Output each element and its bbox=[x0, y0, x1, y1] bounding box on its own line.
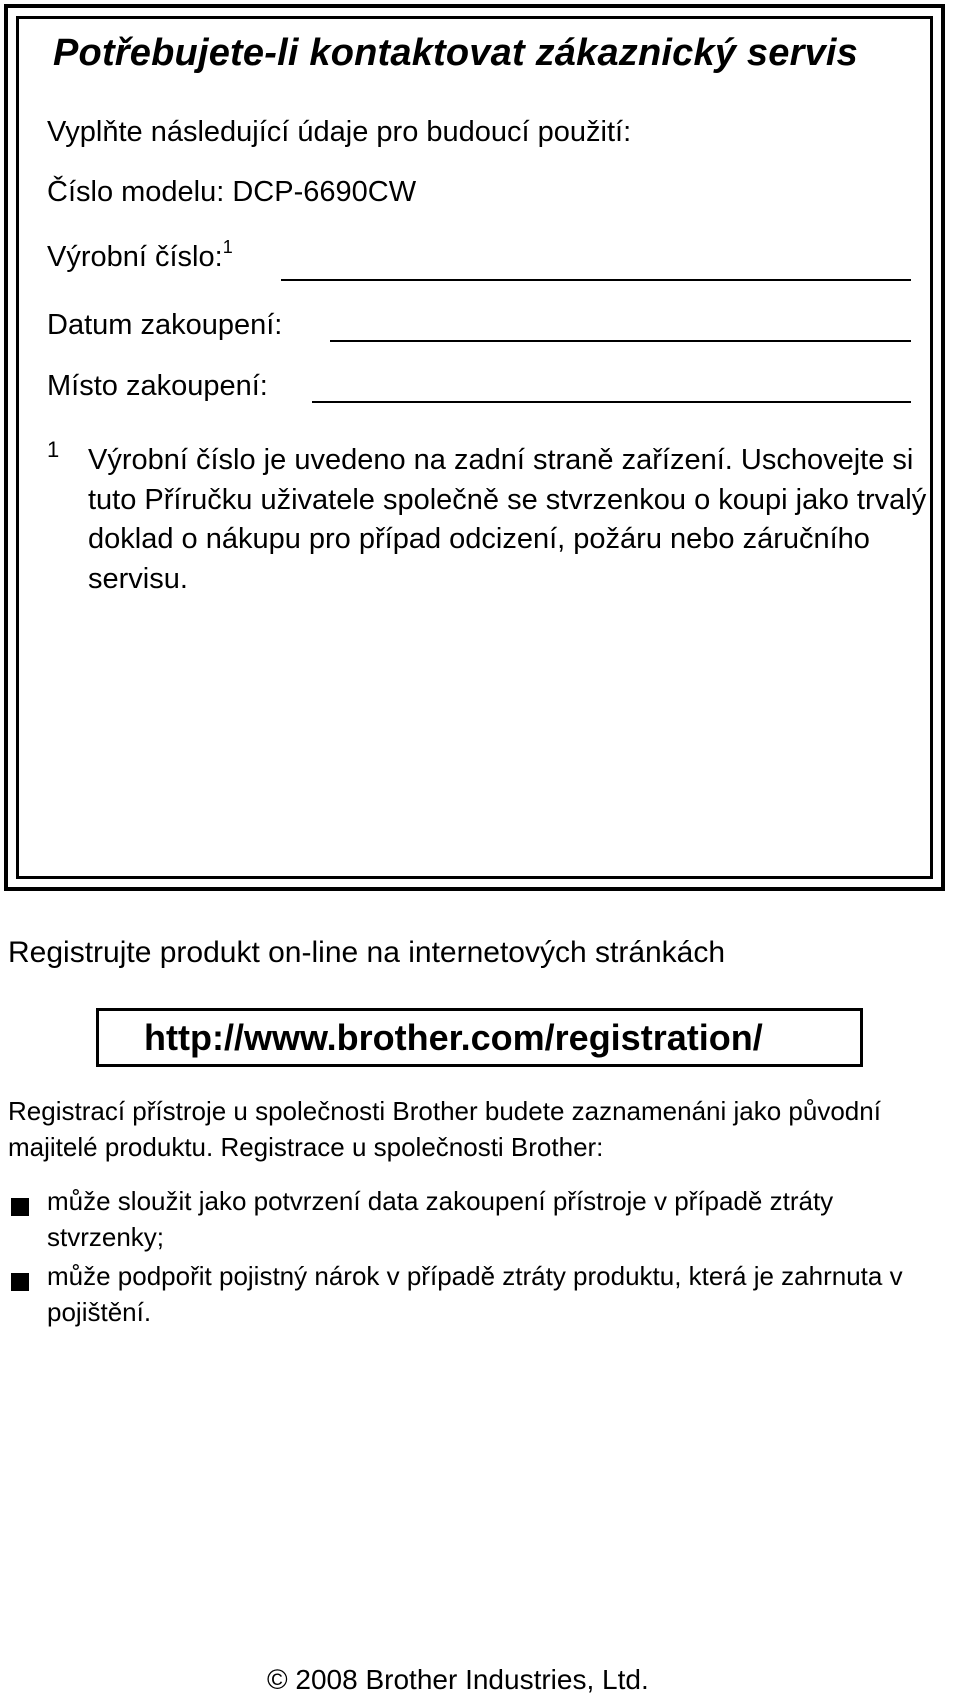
registration-intro: Registrací přístroje u společnosti Brother budete zaznamenáni jako původní majitelé produktu. Registrace u společnosti Brother: bbox=[8, 1096, 881, 1162]
purchase-place-label: Místo zakoupení: bbox=[47, 370, 268, 402]
model-number: Číslo modelu: DCP-6690CW bbox=[47, 176, 417, 208]
bullet-item-1: může sloužit jako potvrzení data zakoupení přístroje v případě ztráty stvrzenky; bbox=[47, 1186, 834, 1252]
copyright-notice: © 2008 Brother Industries, Ltd. bbox=[267, 1664, 649, 1695]
bullet-item-2: může podpořit pojistný nárok v případě ztráty produktu, která je zahrnuta v pojištění. bbox=[47, 1261, 903, 1327]
purchase-place-field[interactable] bbox=[312, 401, 911, 403]
registration-url-link[interactable]: http://www.brother.com/registration/ bbox=[144, 1017, 763, 1058]
purchase-date-field[interactable] bbox=[330, 340, 911, 342]
serial-footnote-marker: 1 bbox=[222, 237, 233, 257]
fill-prompt: Vyplňte následující údaje pro budoucí použití: bbox=[47, 116, 632, 148]
registration-url-box bbox=[96, 1008, 863, 1067]
serial-number-field[interactable] bbox=[281, 279, 911, 281]
footnote-number: 1 bbox=[47, 437, 60, 462]
bullet-square-icon bbox=[11, 1273, 29, 1291]
serial-number-row bbox=[47, 237, 233, 274]
page-title: Potřebujete-li kontaktovat zákaznický servis bbox=[53, 32, 859, 74]
footnote-text: Výrobní číslo je uvedeno na zadní straně zařízení. Uschovejte si tuto Příručku uživatele společně se stvrzenkou o koupi jako trvalý doklad o nákupu pro případ odcizení, požáru nebo záručního servisu. bbox=[88, 444, 927, 595]
registration-heading: Registrujte produkt on-line na internetových stránkách bbox=[8, 936, 726, 969]
bullet-square-icon bbox=[11, 1198, 29, 1216]
purchase-date-label: Datum zakoupení: bbox=[47, 309, 283, 341]
serial-number-label: Výrobní číslo: bbox=[47, 241, 223, 273]
